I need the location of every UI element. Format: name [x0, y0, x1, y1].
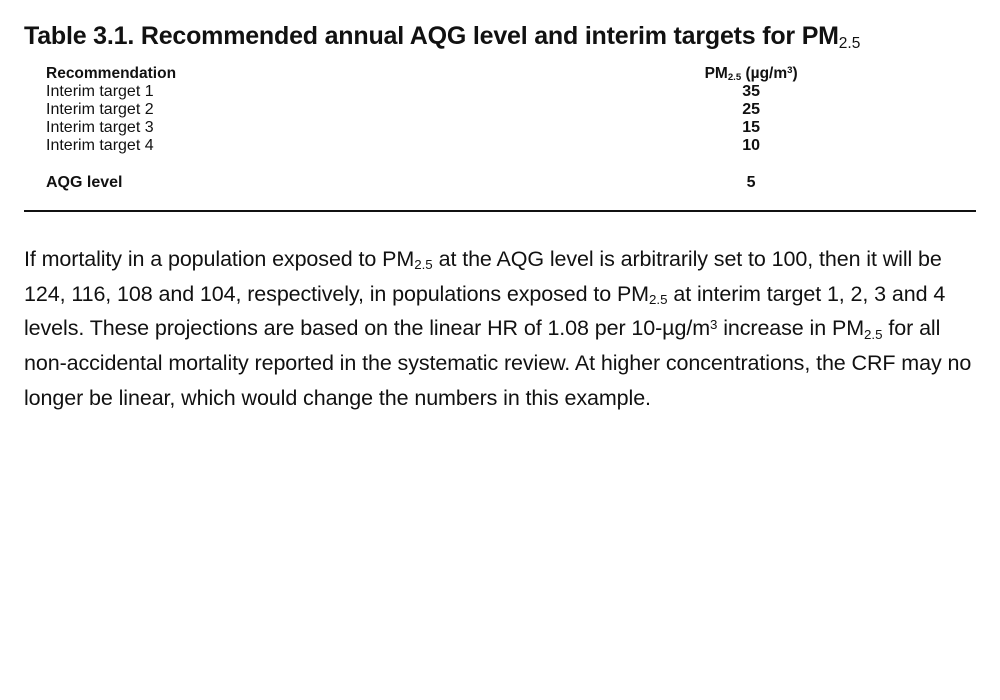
- cell-value: 10: [742, 136, 761, 154]
- column-header-recommendation: Recommendation: [46, 64, 177, 82]
- table-caption-label: Table 3.1.: [24, 22, 135, 50]
- paragraph-segment-3: at interim target 1, 2, 3 and 4 levels. These projections are based on the linear HR of 1.08 per 10-µg/m: [24, 281, 946, 341]
- body-paragraph: [24, 242, 976, 416]
- paragraph-segment-2: at the AQG level is arbitrarily set to 100, then it will be 124, 116, 108 and 104, respectively, in populations exposed to PM: [24, 246, 942, 306]
- cell-value: 35: [742, 82, 761, 100]
- paragraph-superscript-1: 3: [710, 317, 718, 333]
- table-header-row: [24, 65, 976, 83]
- cell-value: 5: [614, 155, 976, 211]
- cell-recommendation: Interim target 2: [46, 100, 154, 118]
- table-row-aqg-level: [24, 155, 976, 211]
- column-header-units-open: (µg/m: [741, 64, 788, 82]
- table-caption-text: Recommended annual AQG level and interim targets for PM: [134, 22, 839, 50]
- cell-value: 25: [742, 100, 761, 118]
- paragraph-segment-1: If mortality in a population exposed to PM: [24, 246, 415, 271]
- paragraph-subscript-2: 2.5: [649, 292, 668, 308]
- cell-recommendation: Interim target 4: [46, 136, 154, 154]
- cell-recommendation: AQG level: [24, 155, 614, 211]
- paragraph-subscript-1: 2.5: [414, 257, 433, 273]
- column-header-pm-prefix: PM: [704, 64, 728, 82]
- table-row: [24, 101, 976, 119]
- table-row: [24, 137, 976, 155]
- table-row: [24, 83, 976, 101]
- cell-recommendation: Interim target 1: [46, 82, 154, 100]
- aqg-table: [24, 65, 976, 212]
- table-row: [24, 119, 976, 137]
- cell-value: 15: [742, 118, 761, 136]
- table-caption: [24, 22, 976, 51]
- table-header: [24, 65, 976, 83]
- paragraph-segment-5: for all non-accidental mortality reported in the systematic review. At higher concentrations, the CRF may no longer be linear, which would change the numbers in this example.: [24, 316, 972, 411]
- column-header-pm-subscript: 2.5: [727, 72, 742, 84]
- paragraph-subscript-3: 2.5: [864, 327, 883, 343]
- column-header-units-close: ): [792, 64, 798, 82]
- column-header-pm25: [614, 65, 976, 83]
- column-header-units-exponent: 3: [787, 65, 793, 77]
- table-body: [24, 83, 976, 211]
- cell-recommendation: Interim target 3: [46, 118, 154, 136]
- table-caption-subscript: 2.5: [838, 35, 861, 53]
- paragraph-segment-4: increase in PM: [717, 316, 864, 341]
